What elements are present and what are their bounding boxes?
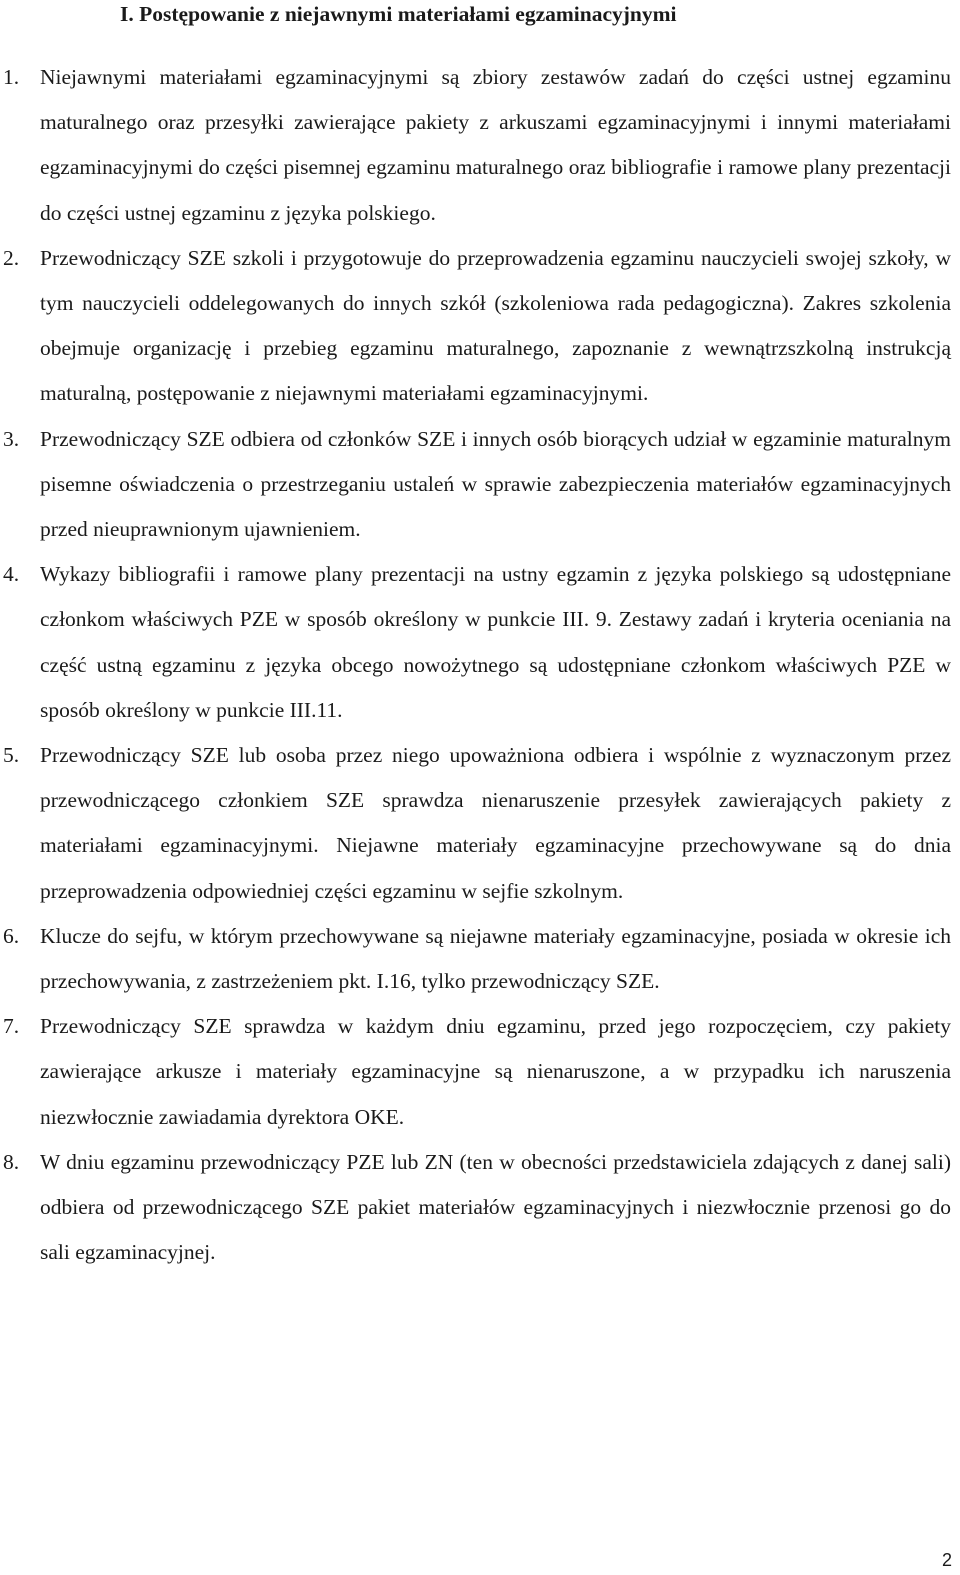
list-item-number: 3.	[3, 426, 20, 451]
list-item-text: Przewodniczący SZE lub osoba przez niego upoważniona odbiera i wspólnie z wyznaczonym przez przewodniczącego członkiem SZE sprawdza nienaruszenie przesyłek zawierających pakiety z materiałami egzaminacyjnymi. Niejawne materiały egzaminacyjne przechowywane są do dnia przeprowadzenia odpowiedniej części egzaminu w sejfie szkolnym.	[40, 743, 951, 903]
list-item	[0, 1004, 951, 1140]
list-item	[0, 236, 951, 417]
list-item-number: 2.	[3, 245, 20, 270]
list-item-text: Przewodniczący SZE sprawdza w każdym dniu egzaminu, przed jego rozpoczęciem, czy pakiety zawierające arkusze i materiały egzaminacyjne są nienaruszone, a w przypadku ich naruszenia niezwłocznie zawiadamia dyrektora OKE.	[40, 1014, 951, 1129]
list-item-text: Przewodniczący SZE szkoli i przygotowuje do przeprowadzenia egzaminu nauczycieli swojej szkoły, w tym nauczycieli oddelegowanych do innych szkół (szkoleniowa rada pedagogiczna). Zakres szkolenia obejmuje organizację i przebieg egzaminu maturalnego, zapoznanie z wewnątrzszkolną instrukcją maturalną, postępowanie z niejawnymi materiałami egzaminacyjnymi.	[40, 245, 951, 406]
list-item	[0, 552, 951, 733]
list-item-number: 7.	[3, 1014, 20, 1039]
list-item	[0, 55, 951, 236]
numbered-list	[0, 55, 960, 1275]
list-item-number: 1.	[3, 65, 20, 89]
list-item	[0, 914, 951, 1004]
list-item	[0, 733, 951, 914]
list-item-number: 8.	[3, 1149, 20, 1174]
list-item-number: 5.	[3, 743, 20, 768]
list-item-number: 4.	[3, 562, 20, 587]
list-item	[0, 1140, 951, 1276]
list-item	[0, 417, 951, 553]
section-heading: I. Postępowanie z niejawnymi materiałami egzaminacyjnymi	[120, 2, 677, 26]
list-item-text: Wykazy bibliografii i ramowe plany prezentacji na ustny egzamin z języka polskiego są udostępniane członkom właściwych PZE w sposób określony w punkcie III. 9. Zestawy zadań i kryteria oceniania na część ustną egzaminu z języka obcego nowożytnego są udostępniane członkom właściwych PZE w sposób określony w punkcie III.11.	[40, 562, 951, 722]
list-item-text: W dniu egzaminu przewodniczący PZE lub ZN (ten w obecności przedstawiciela zdających z danej sali) odbiera od przewodniczącego SZE pakiet materiałów egzaminacyjnych i niezwłocznie przenosi go do sali egzaminacyjnej.	[40, 1149, 951, 1265]
list-item-text: Przewodniczący SZE odbiera od członków SZE i innych osób biorących udział w egzaminie maturalnym pisemne oświadczenia o przestrzeganiu ustaleń w sprawie zabezpieczenia materiałów egzaminacyjnych przed nieuprawnionym ujawnieniem.	[40, 426, 951, 542]
list-item-text: Klucze do sejfu, w którym przechowywane są niejawne materiały egzaminacyjne, posiada w okresie ich przechowywania, z zastrzeżeniem pkt. I.16, tylko przewodniczący SZE.	[40, 923, 951, 994]
page-number: 2	[941, 1550, 952, 1570]
list-item-number: 6.	[3, 923, 20, 948]
list-item-text: Niejawnymi materiałami egzaminacyjnymi są zbiory zestawów zadań do części ustnej egzaminu maturalnego oraz przesyłki zawierające pakiety z arkuszami egzaminacyjnymi i innymi materiałami egzaminacyjnymi do części pisemnej egzaminu maturalnego oraz bibliografie i ramowe plany prezentacji do części ustnej egzaminu z języka polskiego.	[40, 65, 951, 225]
